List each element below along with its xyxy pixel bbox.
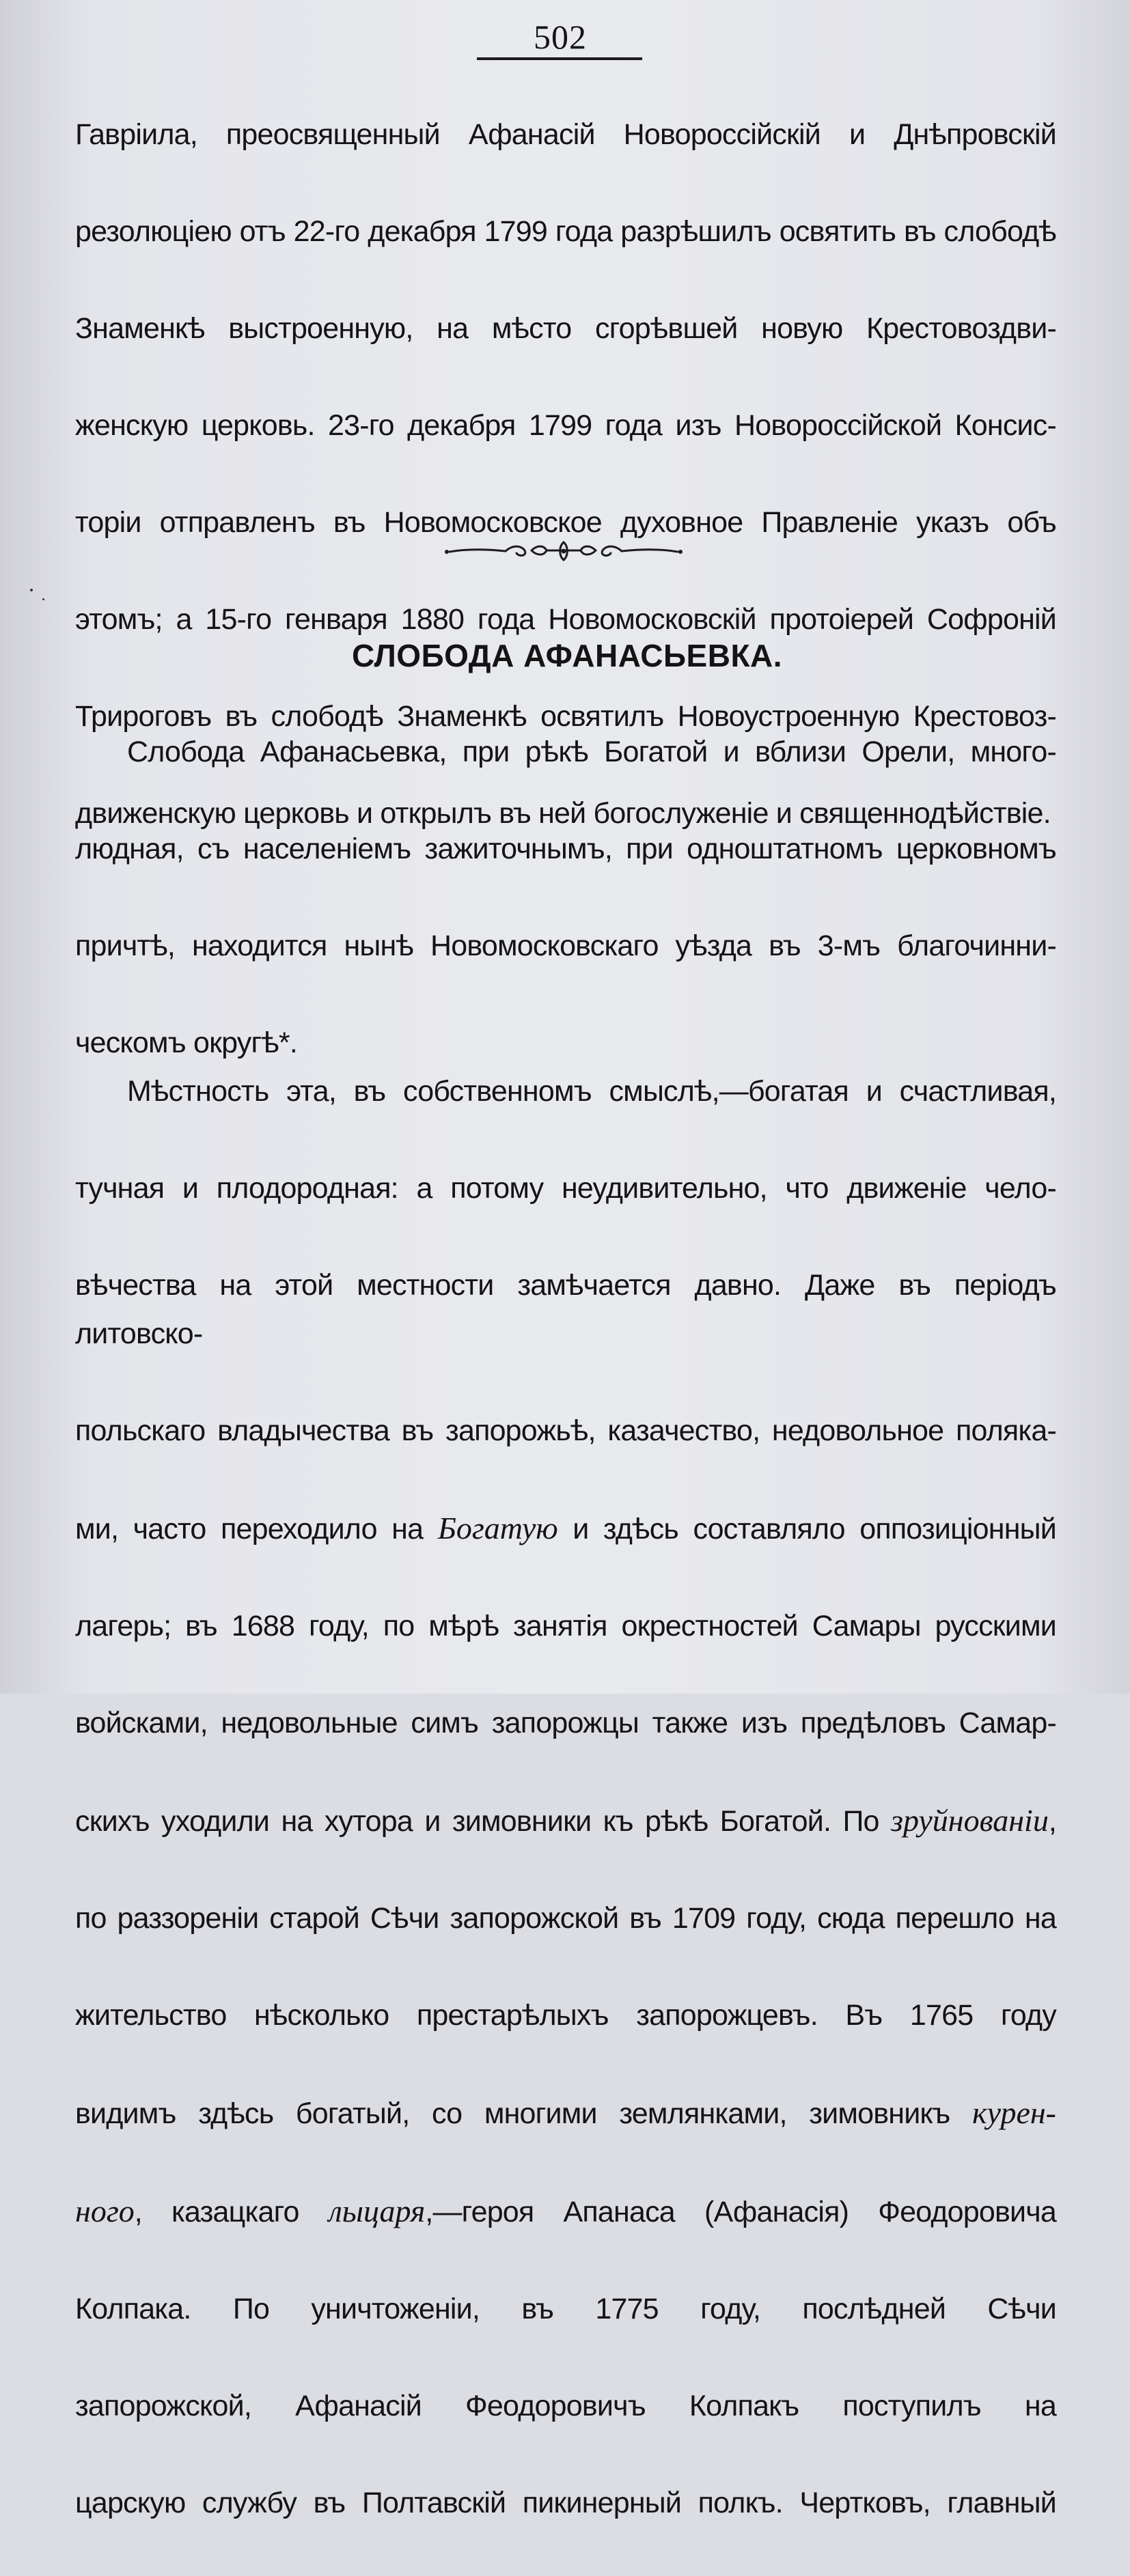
italic-word: лыцаря bbox=[328, 2194, 426, 2228]
text-line: женскую церковь. 23-го декабря 1799 года изъ Новороссійской Консис- bbox=[75, 409, 1056, 442]
text-line: движенскую церковь и открылъ въ ней богослуженіе и священнодѣйствіе. bbox=[75, 797, 1051, 830]
paper-speck bbox=[30, 589, 33, 591]
text-line: польскаго владычества въ запорожьѣ, казачество, недовольное поляка- bbox=[75, 1414, 1056, 1447]
text-run: ми, часто переходило на bbox=[75, 1513, 438, 1545]
text-line: по раззореніи старой Сѣчи запорожской въ 1709 году, сюда перешло на bbox=[75, 1902, 1056, 1935]
text-line: лагерь; въ 1688 году, по мѣрѣ занятія окрестностей Самары русскими bbox=[75, 1610, 1056, 1642]
text-run: и здѣсь составляло оппозиціонный bbox=[557, 1513, 1056, 1545]
text-line bbox=[75, 1796, 1056, 1894]
italic-word: зруйнованіи bbox=[891, 1803, 1049, 1838]
text-line bbox=[75, 2088, 1056, 2187]
text-line: торіи отправленъ въ Новомосковское духовное Правленіе указъ объ bbox=[75, 506, 1056, 539]
text-line: запорожской, Афанасій Феодоровичъ Колпакъ поступилъ на bbox=[75, 2390, 1056, 2422]
section-heading: СЛОБОДА АФАНАСЬЕВКА. bbox=[351, 638, 783, 673]
text-line bbox=[75, 1504, 1056, 1602]
decorative-ornament-divider bbox=[444, 537, 683, 564]
text-line: войсками, недовольные симъ запорожцы также изъ предѣловъ Самар- bbox=[75, 1707, 1056, 1739]
text-line: ческомъ округѣ*. bbox=[75, 1026, 297, 1059]
text-line: Трироговъ въ слободѣ Знаменкѣ освятилъ Новоустроенную Крестовоз- bbox=[75, 700, 1056, 733]
text-run: скихъ уходили на хутора и зимовники къ рѣкѣ Богатой. По bbox=[75, 1805, 891, 1838]
text-line: Колпака. По уничтоженіи, въ 1775 году, послѣдней Сѣчи bbox=[75, 2293, 1056, 2325]
text-line: резолюціею отъ 22-го декабря 1799 года разрѣшилъ освятить въ слободѣ bbox=[75, 215, 1056, 248]
paper-speck bbox=[42, 598, 44, 600]
text-line: людная, съ населеніемъ зажиточнымъ, при одноштатномъ церковномъ bbox=[75, 832, 1056, 865]
main-text bbox=[75, 728, 1056, 2576]
text-line: причтѣ, находится нынѣ Новомосковскаго уѣзда въ 3-мъ благочинни- bbox=[75, 929, 1056, 962]
italic-word: ного bbox=[75, 2194, 135, 2228]
text-line: тучная и плодородная: а потому неудивительно, что движеніе чело- bbox=[75, 1172, 1056, 1205]
text-line bbox=[75, 2187, 1056, 2285]
text-line: Мѣстность эта, въ собственномъ смыслѣ,—богатая и счастливая, bbox=[127, 1075, 1056, 1108]
italic-word: курен- bbox=[972, 2095, 1056, 2130]
text-line: вѣчества на этой местности замѣчается давно. Даже въ періодъ литовско- bbox=[75, 1269, 1056, 1350]
text-run: , bbox=[1048, 1805, 1056, 1838]
text-line: жительство нѣсколько престарѣлыхъ запорожцевъ. Въ 1765 году bbox=[75, 1999, 1056, 2032]
text-run: ,—героя Апанаса (Афанасія) Феодоровича bbox=[425, 2196, 1056, 2228]
text-run: видимъ здѣсь богатый, со многими землянками, зимовникъ bbox=[75, 2097, 973, 2130]
text-line: Слобода Афанасьевка, при рѣкѣ Богатой и вблизи Орели, много- bbox=[127, 736, 1056, 768]
page-number: 502 bbox=[534, 18, 587, 56]
text-line: Гавріила, преосвященный Афанасій Новороссійскій и Днѣпровскій bbox=[75, 118, 1056, 151]
page-number-rule bbox=[477, 57, 642, 60]
text-line: царскую службу въ Полтавскій пикинерный полкъ. Чертковъ, главный bbox=[75, 2487, 1056, 2519]
text-line: Знаменкѣ выстроенную, на мѣсто сгорѣвшей новую Крестовоздви- bbox=[75, 312, 1056, 345]
text-line: этомъ; а 15-го генваря 1880 года Новомосковскій протоіерей Софроній bbox=[75, 603, 1056, 636]
text-run: , казацкаго bbox=[134, 2196, 329, 2228]
italic-word: Богатую bbox=[437, 1511, 558, 1545]
